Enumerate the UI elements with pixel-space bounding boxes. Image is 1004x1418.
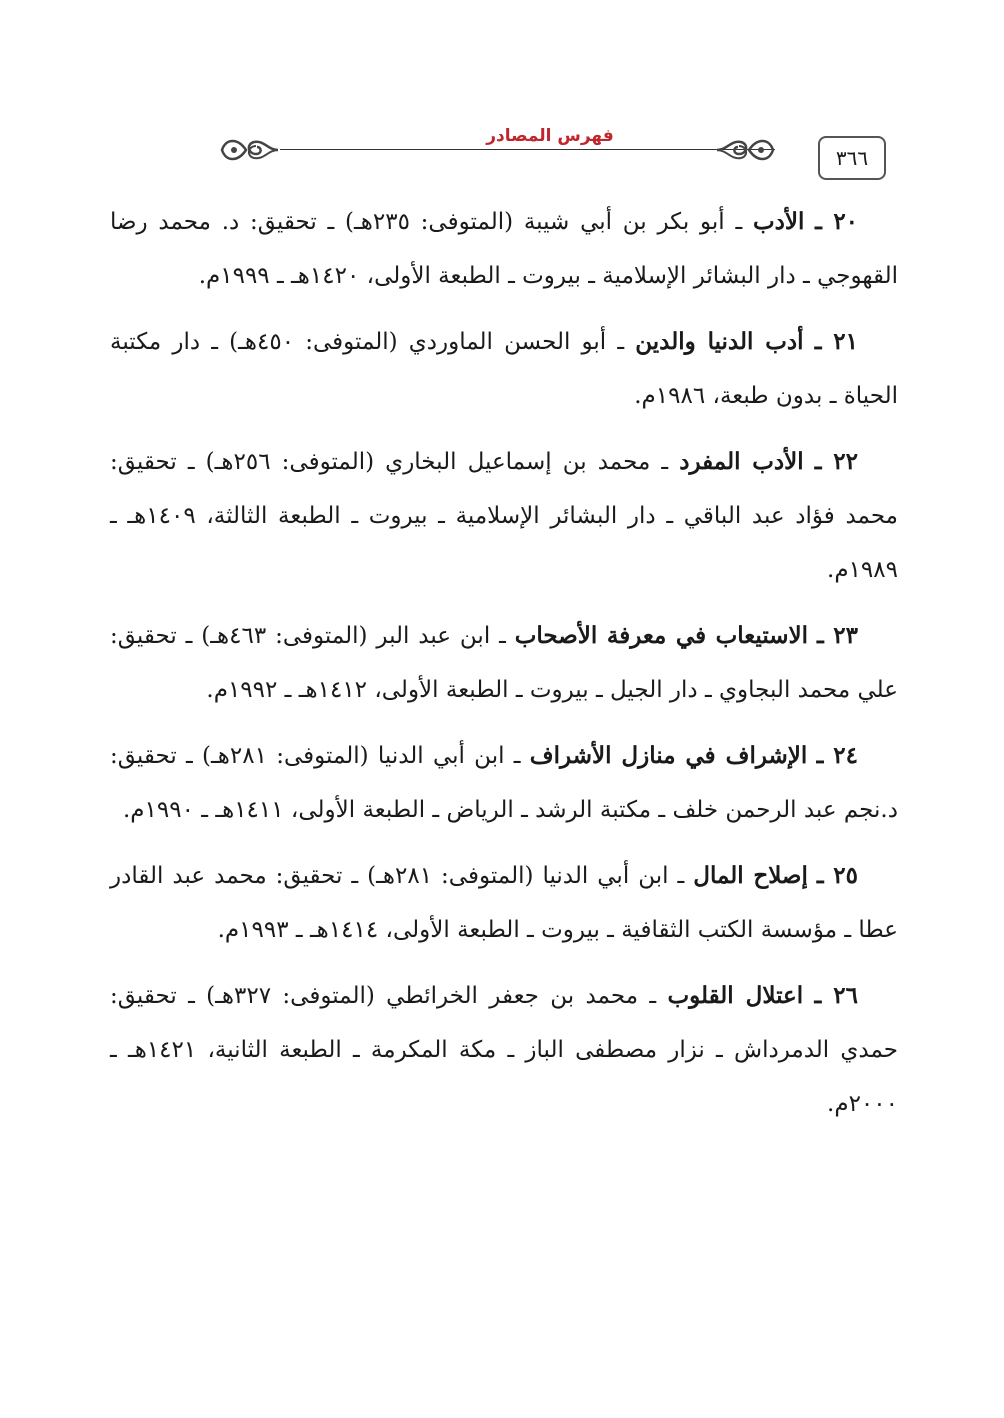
entry-text: ـ ابن عبد البر (المتوفى: ٤٦٣هـ) ـ تحقيق: علي محمد البجاوي ـ دار الجيل ـ بيروت ـ الطبعة الأولى، ١٤١٢هـ ـ ١٩٩٢م. (110, 623, 898, 703)
entry-number: ٢٣ ـ (816, 622, 859, 649)
bibliography-list (110, 195, 898, 1143)
entry-number: ٢١ ـ (814, 328, 859, 355)
bibliography-entry (110, 849, 898, 957)
bibliography-entry (110, 315, 898, 423)
entry-title: أدب الدنيا والدين (635, 328, 804, 355)
bibliography-entry (110, 609, 898, 717)
ornament-right-icon (715, 130, 777, 170)
bibliography-entry (110, 729, 898, 837)
entry-text: ـ ابن أبي الدنيا (المتوفى: ٢٨١هـ) ـ تحقيق: د.نجم عبد الرحمن خلف ـ مكتبة الرشد ـ الرياض ـ الطبعة الأولى، ١٤١١هـ ـ ١٩٩٠م. (110, 743, 898, 823)
entry-text: ـ محمد بن جعفر الخرائطي (المتوفى: ٣٢٧هـ) ـ تحقيق: حمدي الدمرداش ـ نزار مصطفى الباز ـ مكة المكرمة ـ الطبعة الثانية، ١٤٢١هـ ـ ٢٠٠٠م. (110, 983, 898, 1117)
entry-number: ٢٢ ـ (814, 448, 859, 475)
entry-title: اعتلال القلوب (667, 982, 804, 1009)
bibliography-entry (110, 195, 898, 303)
page-number: ٣٦٦ (818, 136, 886, 180)
entry-text: ـ ابن أبي الدنيا (المتوفى: ٢٨١هـ) ـ تحقيق: محمد عبد القادر عطا ـ مؤسسة الكتب الثقافية ـ بيروت ـ الطبعة الأولى، ١٤١٤هـ ـ ١٩٩٣م. (110, 863, 898, 943)
entry-number: ٢٠ ـ (815, 208, 859, 235)
entry-title: الإشراف في منازل الأشراف (529, 742, 808, 769)
page-header (210, 118, 890, 186)
bibliography-entry (110, 969, 898, 1131)
header-rule (280, 149, 775, 150)
entry-title: الأدب المفرد (679, 448, 804, 475)
header-title: فهرس المصادر (486, 126, 614, 146)
entry-number: ٢٦ ـ (814, 982, 859, 1009)
entry-title: إصلاح المال (693, 862, 808, 889)
bibliography-entry (110, 435, 898, 597)
entry-title: الاستيعاب في معرفة الأصحاب (514, 622, 809, 649)
entry-text: ـ محمد بن إسماعيل البخاري (المتوفى: ٢٥٦هـ) ـ تحقيق: محمد فؤاد عبد الباقي ـ دار البشائر الإسلامية ـ بيروت ـ الطبعة الثالثة، ١٤٠٩هـ ـ ١٩٨٩م. (110, 449, 898, 583)
entry-number: ٢٥ ـ (816, 862, 859, 889)
entry-number: ٢٤ ـ (816, 742, 858, 769)
entry-text: ـ أبو الحسن الماوردي (المتوفى: ٤٥٠هـ) ـ دار مكتبة الحياة ـ بدون طبعة، ١٩٨٦م. (110, 329, 898, 409)
entry-title: الأدب (752, 208, 805, 235)
entry-text: ـ أبو بكر بن أبي شيبة (المتوفى: ٢٣٥هـ) ـ تحقيق: د. محمد رضا القهوجي ـ دار البشائر الإسلامية ـ بيروت ـ الطبعة الأولى، ١٤٢٠هـ ـ ١٩٩٩م. (110, 209, 898, 289)
